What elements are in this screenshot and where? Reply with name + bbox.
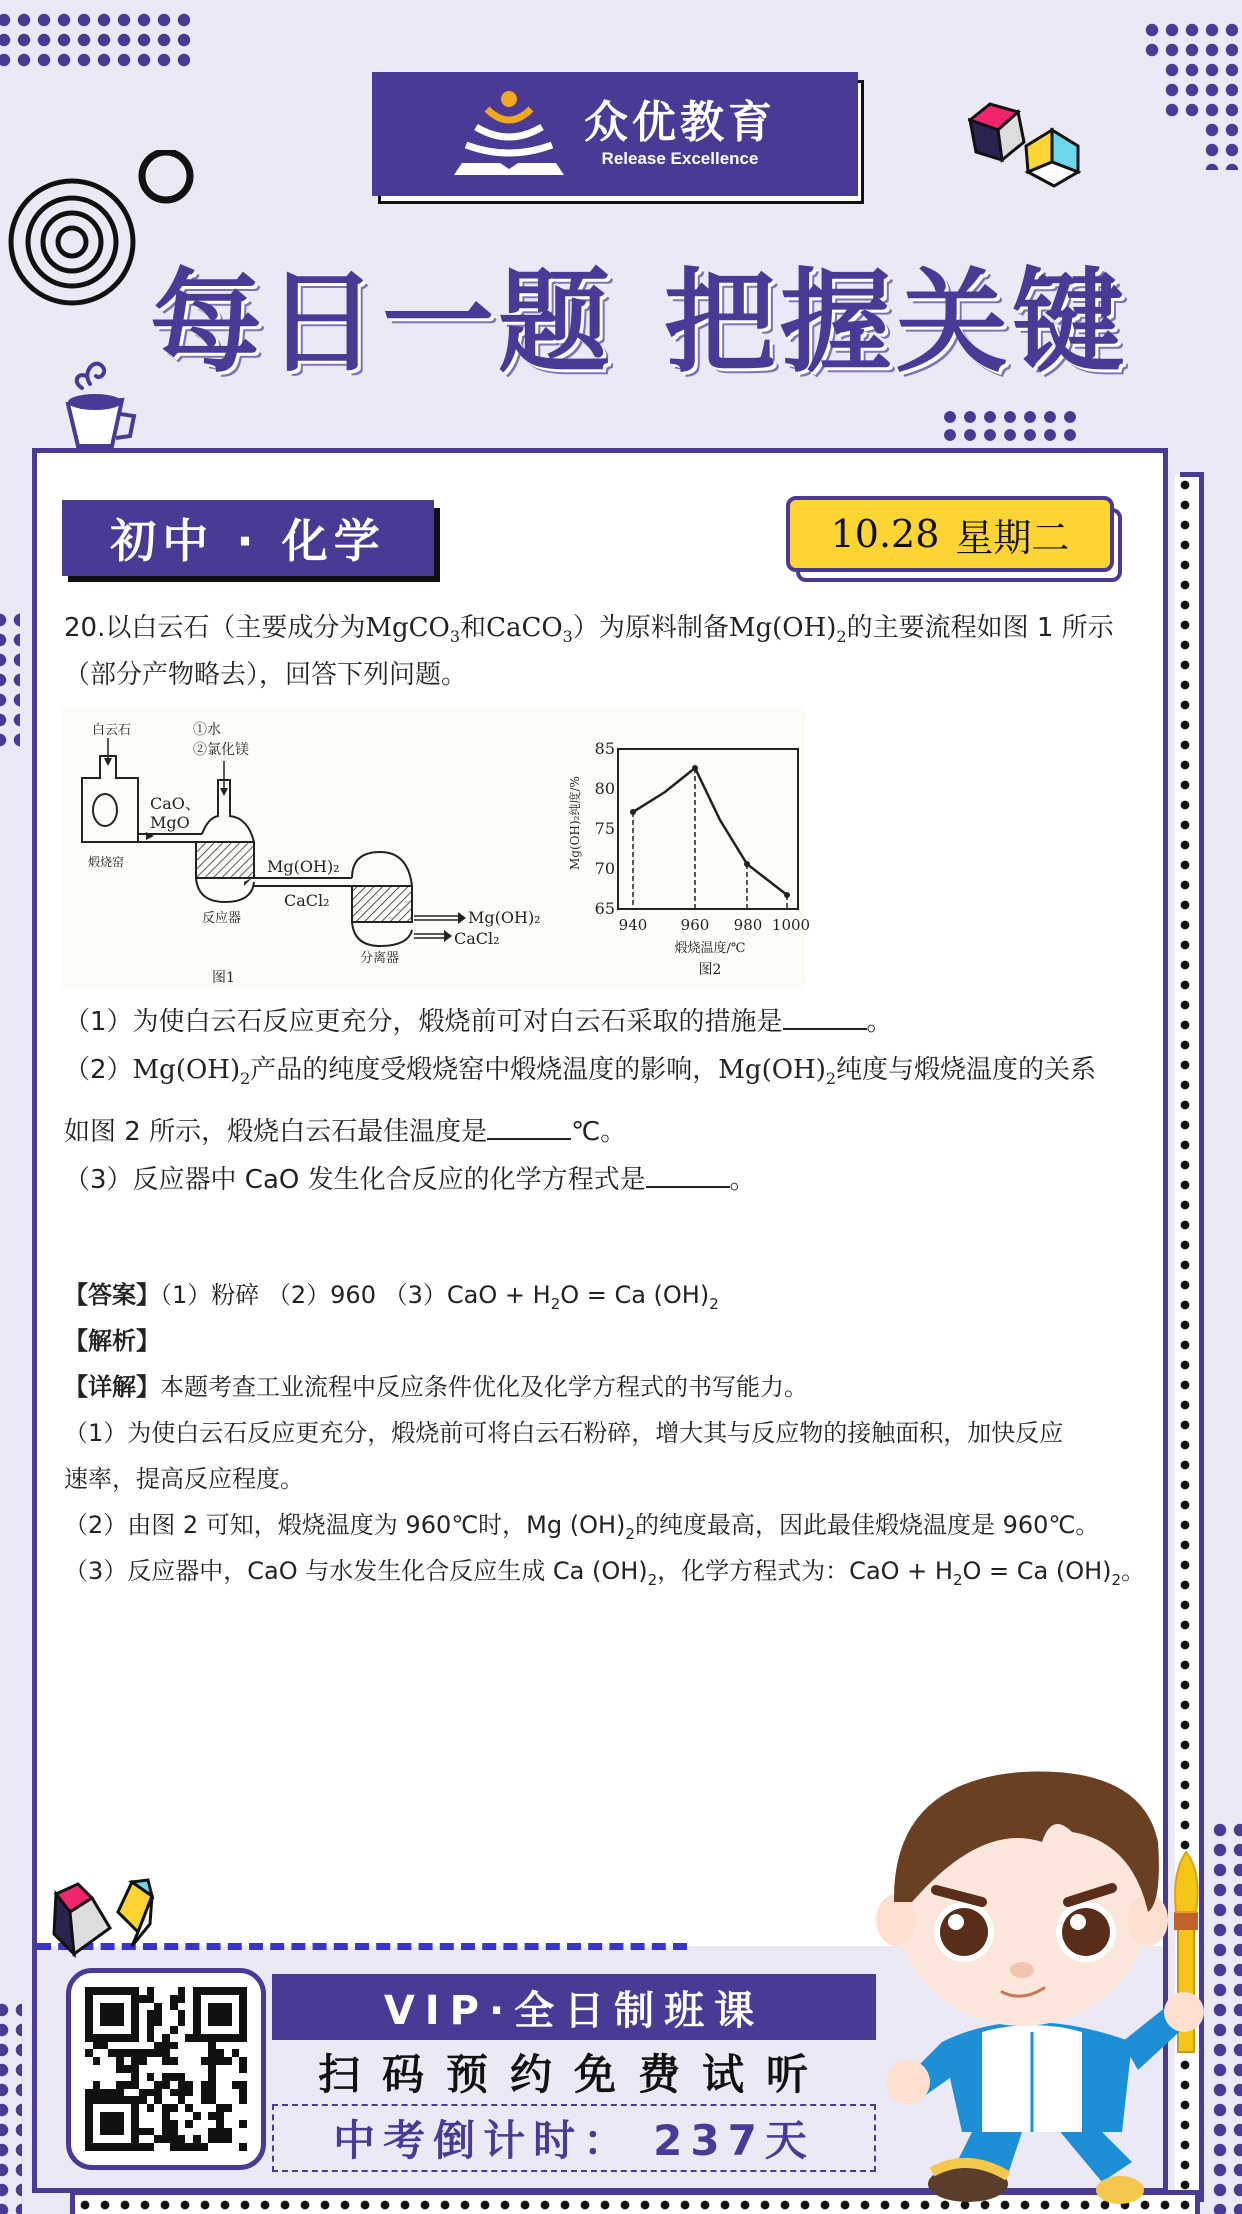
scan-to-book-text: 扫码预约免费试听 <box>317 2050 830 2099</box>
svg-text:图1: 图1 <box>212 970 235 986</box>
answer-blank-2 <box>487 1114 571 1140</box>
brand-name-en: Release Excellence <box>601 149 759 168</box>
qr-code[interactable] <box>66 1968 266 2170</box>
analysis-label: 【解析】 <box>64 1327 160 1355</box>
page-headline <box>150 258 1128 388</box>
svg-text:图2: 图2 <box>698 962 722 978</box>
process-flow-diagram <box>62 706 562 990</box>
mascot-boy-with-brush-icon <box>872 1752 1212 2214</box>
dot-pattern-left-edge <box>0 610 20 750</box>
svg-text:Mg(OH)₂: Mg(OH)₂ <box>267 857 340 876</box>
sub-question-2: $(2)Mg(OH)_2$产品的纯度受煅烧窑中煅烧温度的影响，$Mg(OH)_2$纯度与煅烧温度的关系 <box>64 1055 1097 1089</box>
weekday-value: 星期二 <box>955 515 1070 560</box>
question-stem-line1: 20.以白云石（主要成分为MgCO$_3$和CaCO$_3$）为原料制备$Mg(OH)_2$的主要流程如图 1 所示 <box>64 613 1114 647</box>
countdown-label: 中考倒计时： <box>333 2116 634 2165</box>
cubes-decoration-icon <box>52 1878 172 1962</box>
purity-temperature-chart <box>555 720 825 990</box>
vip-banner: VIP·全日制班课 <box>272 1974 876 2040</box>
answer-blank-1 <box>783 1004 867 1030</box>
svg-text:70: 70 <box>594 859 615 878</box>
svg-text:80: 80 <box>594 779 615 798</box>
dot-pattern-bottom-left <box>0 2000 22 2214</box>
question-stem-line2: （部分产物略去），回答下列问题。 <box>64 660 468 690</box>
detail-2: （2）由图 2 可知，煅烧温度为 960℃时，Mg $(OH)_2$的纯度最高，因此最佳煅烧温度是 960℃。 <box>64 1511 1100 1543</box>
dot-pattern-top-right <box>1142 20 1238 170</box>
svg-text:CaO、: CaO、 <box>150 794 201 813</box>
date-tag <box>786 496 1114 572</box>
sub-question-1: （1）为使白云石反应更充分，煅烧前可对白云石采取的措施是 。 <box>64 1002 1144 1042</box>
sub-question-2-line2: 如图 2 所示，煅烧白云石最佳温度是 ℃。 <box>64 1112 1144 1152</box>
svg-text:CaCl₂: CaCl₂ <box>454 929 500 948</box>
exam-countdown <box>272 2104 876 2172</box>
dot-pattern-top-left <box>0 10 190 72</box>
svg-text:940: 940 <box>618 916 648 934</box>
svg-text:CaCl₂: CaCl₂ <box>284 891 330 910</box>
dot-pattern-under-headline <box>940 408 1080 444</box>
answer-line: 【答案】（1）粉碎 （2）960 $(3)CaO + H_2O = Ca$ $(OH)_2$ <box>64 1281 719 1313</box>
answer-blank-3 <box>646 1162 730 1188</box>
svg-text:980: 980 <box>733 916 763 934</box>
detail-1-line1: （1）为使白云石反应更充分，煅烧前可将白云石粉碎，增大其与反应物的接触面积，加快反应 <box>64 1419 1064 1447</box>
dot-pattern-bottom-right <box>1210 1820 1242 2214</box>
cubes-decoration-icon <box>968 100 1088 190</box>
svg-text:75: 75 <box>594 819 615 838</box>
book-sun-logo-icon <box>454 89 564 179</box>
svg-text:960: 960 <box>680 916 710 934</box>
date-value: 10.28 <box>830 512 940 556</box>
svg-text:①水: ①水 <box>193 722 221 738</box>
sub-question-3: （3）反应器中 CaO 发生化合反应的化学方程式是 。 <box>64 1160 1144 1200</box>
countdown-value: 237天 <box>653 2116 815 2165</box>
coffee-cup-icon <box>60 354 150 450</box>
svg-text:煅烧温度/℃: 煅烧温度/℃ <box>674 941 746 956</box>
svg-text:反应器: 反应器 <box>202 911 242 926</box>
svg-text:Mg(OH)₂纯度/%: Mg(OH)₂纯度/% <box>568 776 582 870</box>
detail-3: （3）反应器中，CaO 与水发生化合反应生成 Ca $(OH)_2$，化学方程式为：CaO + $H_2O = Ca$ $(OH)_2$。 <box>64 1557 1146 1589</box>
logo-banner <box>372 72 858 196</box>
detail-1-line2: 速率，提高反应程度。 <box>64 1465 304 1493</box>
svg-text:分离器: 分离器 <box>360 951 400 966</box>
headline-part2: 把握关键 <box>664 258 1128 388</box>
svg-text:②氯化镁: ②氯化镁 <box>193 742 249 758</box>
detail-intro: 【详解】本题考查工业流程中反应条件优化及化学方程式的书写能力。 <box>64 1373 808 1401</box>
svg-text:85: 85 <box>594 739 615 758</box>
headline-part1: 每日一题 <box>150 258 614 388</box>
brand-name-cn: 众优教育 <box>584 97 776 148</box>
svg-text:Mg(OH)₂: Mg(OH)₂ <box>468 908 541 927</box>
qr-code-icon <box>85 1987 247 2151</box>
svg-text:MgO: MgO <box>150 813 190 832</box>
svg-text:白云石: 白云石 <box>92 723 132 738</box>
svg-text:煅烧窑: 煅烧窑 <box>88 855 125 869</box>
svg-text:65: 65 <box>594 899 615 918</box>
subject-tag: 初中 · 化学 <box>62 500 434 576</box>
svg-text:1000: 1000 <box>771 916 811 934</box>
